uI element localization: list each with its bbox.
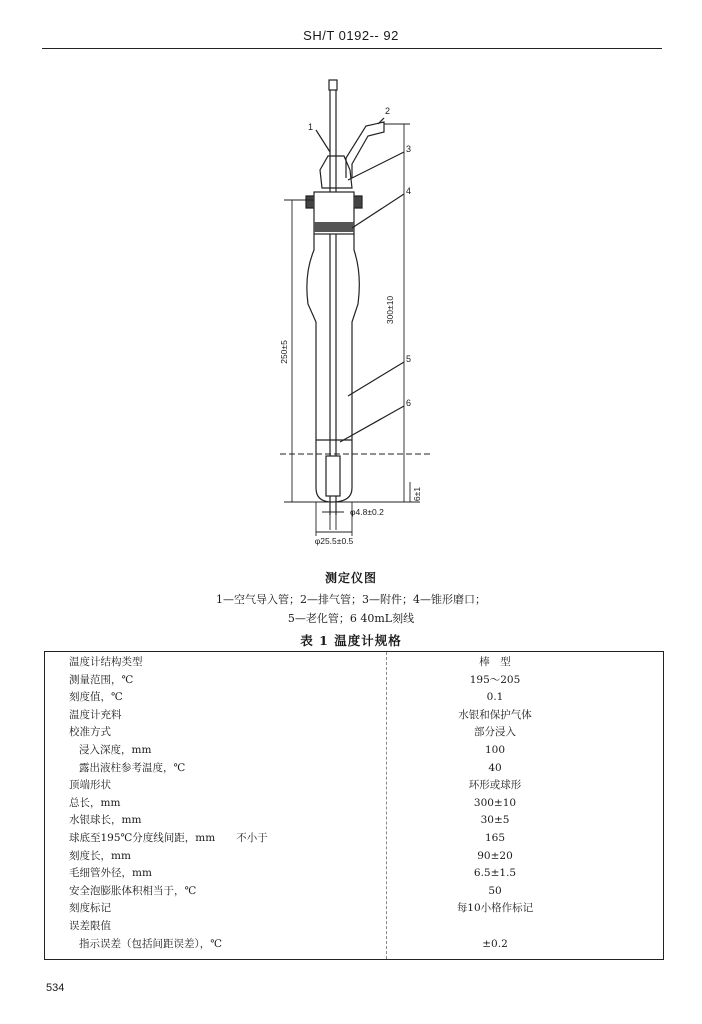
- table-row: [45, 689, 663, 707]
- joint-collar-right: [354, 196, 362, 208]
- part-label-5: 5: [406, 354, 412, 364]
- leader-5: [348, 362, 404, 396]
- value-cell: 0.1: [486, 691, 504, 704]
- page-header-standard-code: SH/T 0192-- 92: [303, 28, 399, 43]
- figure-title: 测定仪图: [324, 571, 377, 585]
- value-cell: ±0.2: [482, 937, 508, 950]
- value-cell: 300±10: [473, 796, 517, 809]
- parameter-cell: 指示误差（包括间距误差），℃: [79, 937, 222, 950]
- part-label-3: 3: [406, 144, 412, 154]
- value-cell: 棒 型: [479, 656, 511, 668]
- spec-rows: [45, 654, 663, 953]
- inner-tube-bottom: [326, 456, 340, 496]
- value-cell: 6.5±1.5: [473, 867, 517, 880]
- parameter-cell: 温度计充料: [69, 708, 122, 721]
- parameter-cell: 露出液柱参考温度，℃: [79, 761, 186, 774]
- value-cell: 水银和保护气体: [458, 708, 532, 721]
- parameter-cell: 安全泡膨胀体积相当于，℃: [69, 884, 197, 897]
- part-label-6: 6: [406, 398, 412, 408]
- value-cell: 部分浸入: [474, 726, 516, 739]
- leader-6: [340, 406, 404, 442]
- parameter-cell: 浸入深度，mm: [79, 743, 152, 756]
- parameter-cell: 水银球长，mm: [69, 814, 142, 827]
- exhaust-pipe: [346, 122, 384, 178]
- column-divider: [386, 652, 387, 959]
- table-row: [45, 707, 663, 725]
- table-row: [45, 777, 663, 795]
- value-cell: 195～205: [469, 673, 521, 686]
- value-cell: [385, 918, 663, 936]
- parameter-cell: 顶端形状: [69, 779, 111, 792]
- parameter-cell: 球底至195℃分度线间距，mm 不小于: [69, 831, 268, 844]
- table-row: [45, 830, 663, 848]
- dimension-6: 6±1: [412, 486, 422, 502]
- value-cell: 40: [488, 761, 502, 774]
- part-label-2: 2: [385, 106, 391, 116]
- parameter-cell: 总长，mm: [69, 796, 121, 809]
- value-cell: 30±5: [480, 814, 510, 827]
- table-row: [45, 865, 663, 883]
- value-cell: 每10小格作标记: [456, 902, 534, 915]
- parameter-cell: 毛细管外径，mm: [69, 867, 152, 880]
- part-label-4: 4: [406, 186, 412, 196]
- parameter-cell: 温度计结构类型: [69, 656, 143, 668]
- table-row: [45, 848, 663, 866]
- table-row: [45, 760, 663, 778]
- tube-top-cap: [329, 80, 337, 90]
- dimension-250: 250±5: [279, 340, 289, 364]
- page-number: 534: [46, 982, 65, 994]
- parameter-cell: 刻度值，℃: [69, 691, 123, 704]
- joint-seal-band: [314, 222, 354, 232]
- value-cell: 90±20: [477, 849, 513, 862]
- dimension-inner-dia: φ4.8±0.2: [350, 507, 384, 517]
- table-row: [45, 654, 663, 672]
- table-row: [45, 724, 663, 742]
- parameter-cell: 校准方式: [69, 726, 111, 739]
- table-row: [45, 742, 663, 760]
- value-cell: 50: [488, 884, 502, 897]
- thermometer-spec-table: [44, 651, 664, 960]
- table-row: [45, 795, 663, 813]
- value-cell: 165: [484, 831, 506, 844]
- dimension-300: 300±10: [385, 295, 395, 325]
- value-cell: 环形或球形: [468, 779, 522, 792]
- table-row: [45, 900, 663, 918]
- header-rule: [42, 48, 662, 49]
- apparatus-diagram: [0, 60, 702, 560]
- table-row: [45, 883, 663, 901]
- parameter-cell: 误差限值: [69, 919, 111, 932]
- joint-collar-left: [306, 196, 314, 208]
- parameter-cell: 测量范围，℃: [69, 673, 134, 686]
- dimension-outer-dia: φ25.5±0.5: [314, 536, 354, 546]
- parameter-cell: 刻度标记: [69, 902, 111, 915]
- table-row: [45, 672, 663, 690]
- table-caption: 表 1 温度计规格: [300, 633, 402, 648]
- table-row: [45, 936, 663, 954]
- figure-legend-line-2: 5—老化管；6 40mL刻线: [287, 612, 415, 625]
- value-cell: 100: [484, 743, 506, 756]
- leader-1: [316, 130, 330, 152]
- parameter-cell: 刻度长，mm: [69, 849, 131, 862]
- table-row: [45, 812, 663, 830]
- figure-legend-line-1: 1—空气导入管；2—排气管；3—附件；4—锥形磨口；: [216, 593, 486, 606]
- table-row: [45, 918, 663, 936]
- part-label-1: 1: [308, 122, 314, 132]
